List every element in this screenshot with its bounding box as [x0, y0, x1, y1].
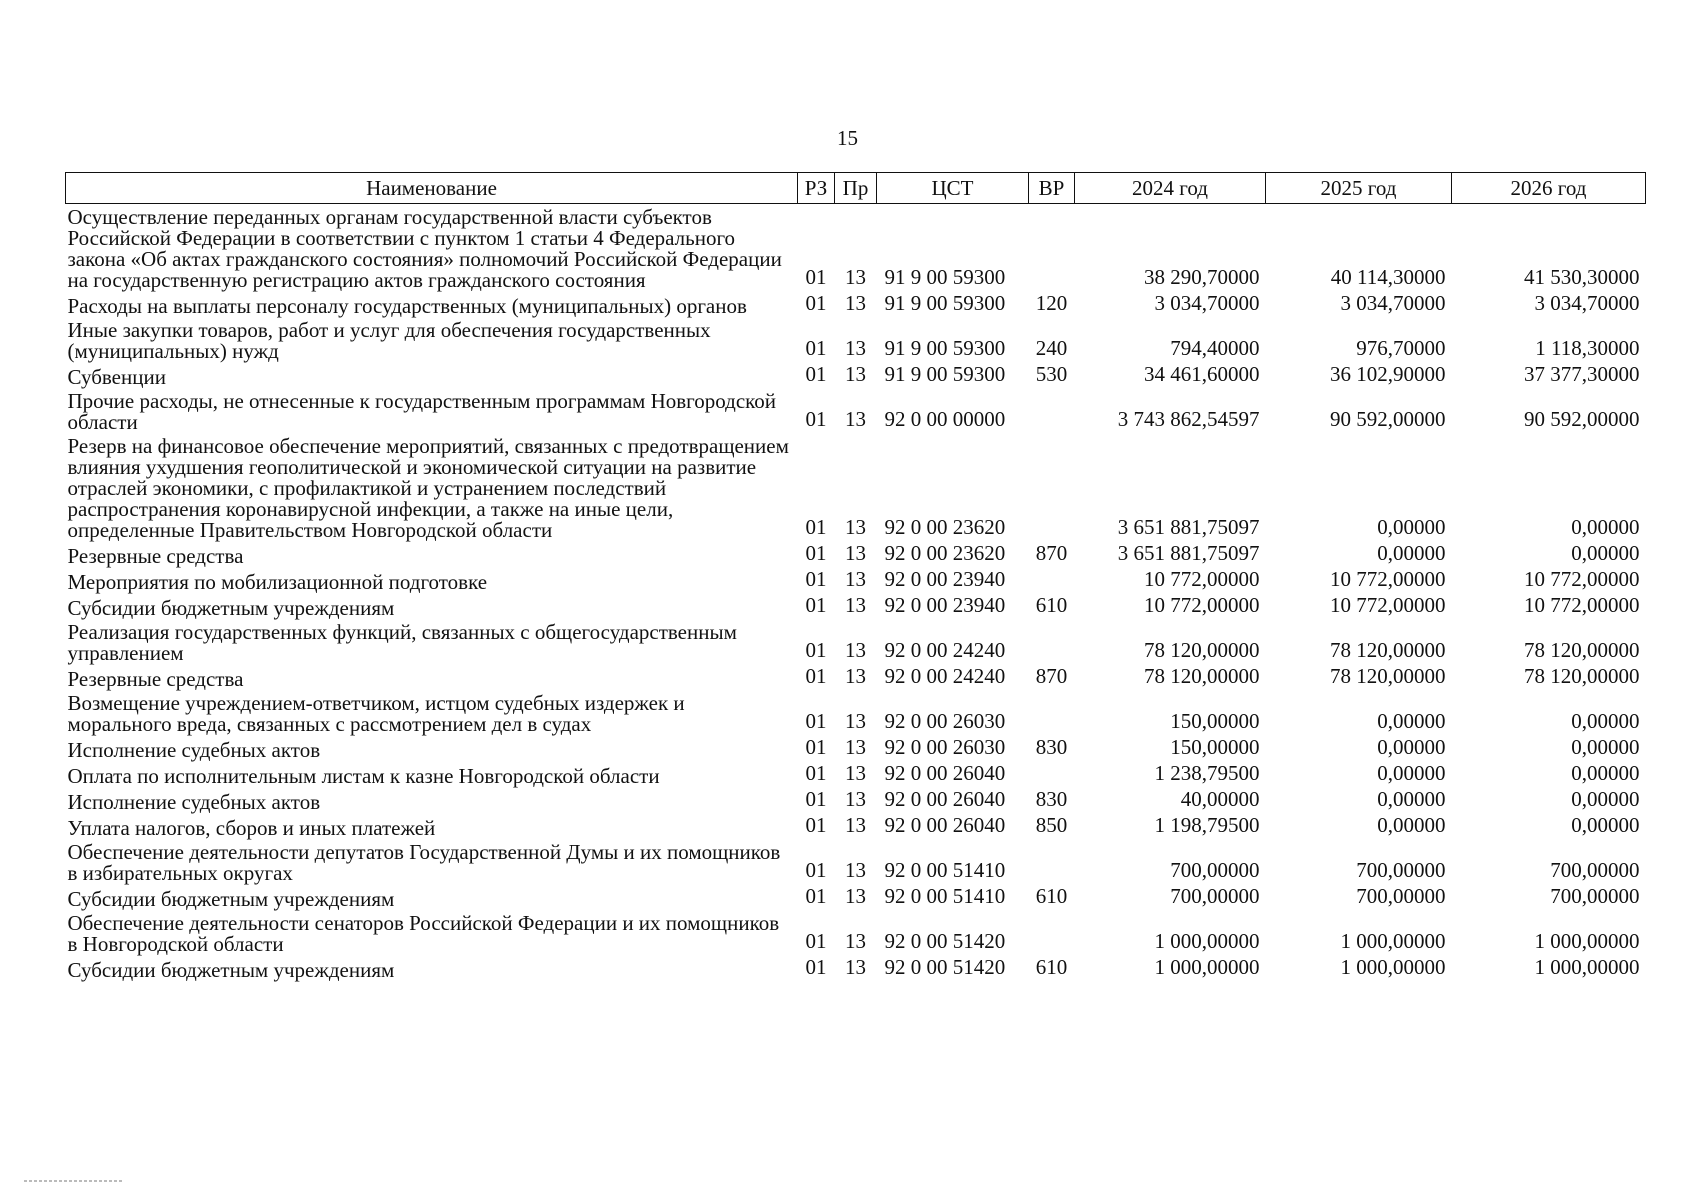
cell-2024: 3 034,70000: [1154, 291, 1260, 315]
cell-name: Возмещение учреждением-ответчиком, истцом судебных издержек и морального вреда, связанных с рассмотрением дел в судах: [67, 691, 685, 736]
cell-name: Прочие расходы, не отнесенные к государственным программам Новгородской области: [67, 389, 777, 434]
cell-rz: 01: [805, 787, 827, 811]
cell-2024: 38 290,70000: [1144, 265, 1260, 289]
cell-rz: 01: [805, 362, 827, 386]
cell-rz: 01: [805, 336, 827, 360]
cell-vr: [1029, 619, 1075, 664]
cell-2026: 10 772,00000: [1524, 567, 1640, 591]
cell-name: Резервные средства: [67, 544, 244, 568]
cell-2026: 0,00000: [1571, 813, 1640, 837]
cell-vr: 530: [1035, 362, 1068, 386]
cell-pr: 13: [845, 664, 866, 688]
cell-pr: 13: [845, 336, 866, 360]
table-row: [66, 291, 1646, 317]
cell-2025: 700,00000: [1356, 858, 1446, 882]
cell-cst: 92 0 00 26030: [884, 709, 1006, 733]
cell-2024: 794,40000: [1170, 336, 1260, 360]
cell-name: Иные закупки товаров, работ и услуг для обеспечения государственных (муниципальных) нужд: [67, 318, 711, 363]
cell-name: Мероприятия по мобилизационной подготовке: [67, 570, 488, 594]
cell-name: Субсидии бюджетным учреждениям: [67, 887, 395, 911]
cell-2025: 40 114,30000: [1330, 265, 1446, 289]
cell-2025: 36 102,90000: [1330, 362, 1446, 386]
cell-vr: 850: [1035, 813, 1068, 837]
cell-rz: 01: [805, 407, 827, 431]
cell-2024: 1 238,79500: [1154, 761, 1260, 785]
table-row: [66, 433, 1646, 541]
cell-vr: 830: [1035, 735, 1068, 759]
cell-2026: 1 000,00000: [1534, 929, 1640, 953]
cell-cst: 92 0 00 51410: [884, 858, 1006, 882]
cell-name: Резервные средства: [67, 667, 244, 691]
cell-pr: 13: [845, 593, 866, 617]
cell-cst: 92 0 00 23620: [884, 515, 1006, 539]
cell-vr: 120: [1035, 291, 1068, 315]
cell-2024: 1 000,00000: [1154, 929, 1260, 953]
header-name: Наименование: [66, 173, 798, 204]
budget-table: [65, 172, 1646, 981]
table-row: [66, 955, 1646, 981]
cell-vr: [1029, 690, 1075, 735]
cell-rz: 01: [805, 541, 827, 565]
table-row: [66, 567, 1646, 593]
cell-2026: 90 592,00000: [1524, 407, 1640, 431]
table-row: [66, 362, 1646, 388]
cell-2026: 37 377,30000: [1524, 362, 1640, 386]
cell-2026: 78 120,00000: [1524, 664, 1640, 688]
cell-pr: 13: [845, 638, 866, 662]
cell-2024: 150,00000: [1170, 735, 1260, 759]
cell-2025: 0,00000: [1377, 735, 1446, 759]
cell-2025: 0,00000: [1377, 813, 1446, 837]
cell-2025: 10 772,00000: [1330, 593, 1446, 617]
table-row: [66, 735, 1646, 761]
cell-name: Оплата по исполнительным листам к казне Новгородской области: [67, 764, 660, 788]
header-rz: РЗ: [798, 173, 835, 204]
cell-vr: [1029, 839, 1075, 884]
cell-name: Осуществление переданных органам государственной власти субъектов Российской Федерации в соответствии с пунктом 1 статьи 4 Федерального закона «Об актах гражданского состояния» полномочий Российской Федерации на государственную регистрацию актов гражданского состояния: [67, 205, 782, 292]
cell-pr: 13: [845, 362, 866, 386]
cell-2026: 3 034,70000: [1534, 291, 1640, 315]
cell-vr: 610: [1035, 955, 1068, 979]
cell-2025: 90 592,00000: [1330, 407, 1446, 431]
cell-rz: 01: [805, 638, 827, 662]
cell-rz: 01: [805, 858, 827, 882]
table-row: [66, 619, 1646, 664]
cell-cst: 92 0 00 26040: [884, 761, 1006, 785]
cell-2024: 78 120,00000: [1144, 664, 1260, 688]
cell-vr: [1029, 761, 1075, 787]
cell-2026: 10 772,00000: [1524, 593, 1640, 617]
table-header: [66, 173, 1646, 204]
cell-name: Субсидии бюджетным учреждениям: [67, 958, 395, 982]
cell-2024: 3 651 881,75097: [1117, 515, 1260, 539]
cell-pr: 13: [845, 884, 866, 908]
cell-2024: 3 651 881,75097: [1117, 541, 1260, 565]
cell-cst: 91 9 00 59300: [884, 362, 1006, 386]
cell-2026: 0,00000: [1571, 709, 1640, 733]
table-row: [66, 910, 1646, 955]
cell-cst: 92 0 00 00000: [884, 407, 1006, 431]
cell-2024: 34 461,60000: [1144, 362, 1260, 386]
cell-rz: 01: [805, 929, 827, 953]
cell-cst: 92 0 00 24240: [884, 664, 1006, 688]
cell-2025: 700,00000: [1356, 884, 1446, 908]
header-row: [66, 173, 1646, 204]
cell-vr: 610: [1035, 884, 1068, 908]
cell-2024: 1 198,79500: [1154, 813, 1260, 837]
cell-rz: 01: [805, 735, 827, 759]
cell-name: Расходы на выплаты персоналу государственных (муниципальных) органов: [67, 294, 747, 318]
cell-pr: 13: [845, 858, 866, 882]
cell-2024: 700,00000: [1170, 858, 1260, 882]
cell-cst: 91 9 00 59300: [884, 291, 1006, 315]
table-row: [66, 761, 1646, 787]
cell-2024: 150,00000: [1170, 709, 1260, 733]
cell-2026: 1 118,30000: [1535, 336, 1640, 360]
cell-cst: 92 0 00 23620: [884, 541, 1006, 565]
cell-vr: [1029, 567, 1075, 593]
cell-2025: 10 772,00000: [1330, 567, 1446, 591]
table-row: [66, 388, 1646, 433]
header-pr: Пр: [835, 173, 877, 204]
cell-pr: 13: [845, 735, 866, 759]
cell-2025: 1 000,00000: [1340, 955, 1446, 979]
cell-rz: 01: [805, 664, 827, 688]
cell-2024: 40,00000: [1180, 787, 1260, 811]
cell-2026: 0,00000: [1571, 515, 1640, 539]
cell-cst: 92 0 00 51410: [884, 884, 1006, 908]
cell-rz: 01: [805, 813, 827, 837]
cell-name: Обеспечение деятельности сенаторов Российской Федерации и их помощников в Новгородской области: [67, 911, 780, 956]
cell-cst: 92 0 00 26030: [884, 735, 1006, 759]
cell-rz: 01: [805, 761, 827, 785]
table-row: [66, 690, 1646, 735]
cell-rz: 01: [805, 709, 827, 733]
cell-2024: 700,00000: [1170, 884, 1260, 908]
cell-2025: 0,00000: [1377, 709, 1446, 733]
cell-2024: 10 772,00000: [1144, 567, 1260, 591]
table-row: [66, 813, 1646, 839]
cell-2024: 10 772,00000: [1144, 593, 1260, 617]
cell-pr: 13: [845, 813, 866, 837]
page-number: 15: [837, 126, 858, 150]
cell-pr: 13: [845, 929, 866, 953]
cell-rz: 01: [805, 955, 827, 979]
table-row: [66, 839, 1646, 884]
cell-vr: [1029, 433, 1075, 541]
cell-2024: 78 120,00000: [1144, 638, 1260, 662]
table-row: [66, 593, 1646, 619]
cell-pr: 13: [845, 407, 866, 431]
cell-name: Субвенции: [67, 365, 166, 389]
cell-2026: 41 530,30000: [1524, 265, 1640, 289]
cell-rz: 01: [805, 593, 827, 617]
cell-2025: 0,00000: [1377, 787, 1446, 811]
cell-vr: [1029, 204, 1075, 292]
table-row: [66, 664, 1646, 690]
cell-pr: 13: [845, 291, 866, 315]
cell-pr: 13: [845, 515, 866, 539]
cell-2026: 0,00000: [1571, 735, 1640, 759]
cell-rz: 01: [805, 291, 827, 315]
table-row: [66, 787, 1646, 813]
cell-pr: 13: [845, 955, 866, 979]
cell-vr: [1029, 388, 1075, 433]
cell-rz: 01: [805, 515, 827, 539]
cell-2025: 3 034,70000: [1340, 291, 1446, 315]
cell-2025: 1 000,00000: [1340, 929, 1446, 953]
cell-2025: 78 120,00000: [1330, 638, 1446, 662]
cell-pr: 13: [845, 265, 866, 289]
cell-vr: 830: [1035, 787, 1068, 811]
header-vr: ВР: [1029, 173, 1075, 204]
cell-cst: 91 9 00 59300: [884, 265, 1006, 289]
cell-name: Субсидии бюджетным учреждениям: [67, 596, 395, 620]
cell-cst: 92 0 00 23940: [884, 593, 1006, 617]
cell-cst: 91 9 00 59300: [884, 336, 1006, 360]
cell-2026: 1 000,00000: [1534, 955, 1640, 979]
header-2024: 2024 год: [1075, 173, 1266, 204]
cell-cst: 92 0 00 51420: [884, 929, 1006, 953]
cell-2026: 78 120,00000: [1524, 638, 1640, 662]
cell-name: Реализация государственных функций, связанных с общегосударственным управлением: [67, 620, 737, 665]
cell-rz: 01: [805, 567, 827, 591]
cell-2025: 0,00000: [1377, 541, 1446, 565]
cell-2026: 0,00000: [1571, 541, 1640, 565]
cell-2026: 700,00000: [1550, 858, 1640, 882]
cell-2026: 0,00000: [1571, 787, 1640, 811]
cell-2024: 1 000,00000: [1154, 955, 1260, 979]
scan-artifact: [24, 1180, 124, 1182]
cell-pr: 13: [845, 787, 866, 811]
cell-cst: 92 0 00 26040: [884, 787, 1006, 811]
cell-vr: [1029, 910, 1075, 955]
cell-name: Уплата налогов, сборов и иных платежей: [67, 816, 436, 840]
table-row: [66, 541, 1646, 567]
cell-2025: 78 120,00000: [1330, 664, 1446, 688]
table-body: [66, 204, 1646, 982]
cell-cst: 92 0 00 26040: [884, 813, 1006, 837]
cell-2026: 0,00000: [1571, 761, 1640, 785]
cell-vr: 610: [1035, 593, 1068, 617]
table-row: [66, 204, 1646, 292]
header-2026: 2026 год: [1452, 173, 1646, 204]
header-2025: 2025 год: [1266, 173, 1452, 204]
cell-vr: 240: [1035, 336, 1068, 360]
cell-2026: 700,00000: [1550, 884, 1640, 908]
header-cst: ЦСТ: [877, 173, 1029, 204]
cell-2025: 0,00000: [1377, 761, 1446, 785]
cell-2025: 976,70000: [1356, 336, 1446, 360]
table-row: [66, 884, 1646, 910]
cell-name: Резерв на финансовое обеспечение мероприятий, связанных с предотвращением влияния ухудшения геополитической и экономической ситуации на развитие отраслей экономики, с профилактикой и устранением последствий распространения коронавирусной инфекции, а также на иные цели, определенные Правительством Новгородской области: [67, 434, 789, 542]
cell-cst: 92 0 00 24240: [884, 638, 1006, 662]
cell-name: Исполнение судебных актов: [67, 738, 321, 762]
cell-cst: 92 0 00 23940: [884, 567, 1006, 591]
cell-vr: 870: [1035, 664, 1068, 688]
cell-pr: 13: [845, 761, 866, 785]
cell-name: Обеспечение деятельности депутатов Государственной Думы и их помощников в избирательных округах: [67, 840, 781, 885]
cell-vr: 870: [1035, 541, 1068, 565]
cell-2025: 0,00000: [1377, 515, 1446, 539]
cell-name: Исполнение судебных актов: [67, 790, 321, 814]
cell-rz: 01: [805, 265, 827, 289]
cell-rz: 01: [805, 884, 827, 908]
table-row: [66, 317, 1646, 362]
cell-pr: 13: [845, 709, 866, 733]
cell-2024: 3 743 862,54597: [1117, 407, 1260, 431]
cell-pr: 13: [845, 567, 866, 591]
cell-cst: 92 0 00 51420: [884, 955, 1006, 979]
cell-pr: 13: [845, 541, 866, 565]
